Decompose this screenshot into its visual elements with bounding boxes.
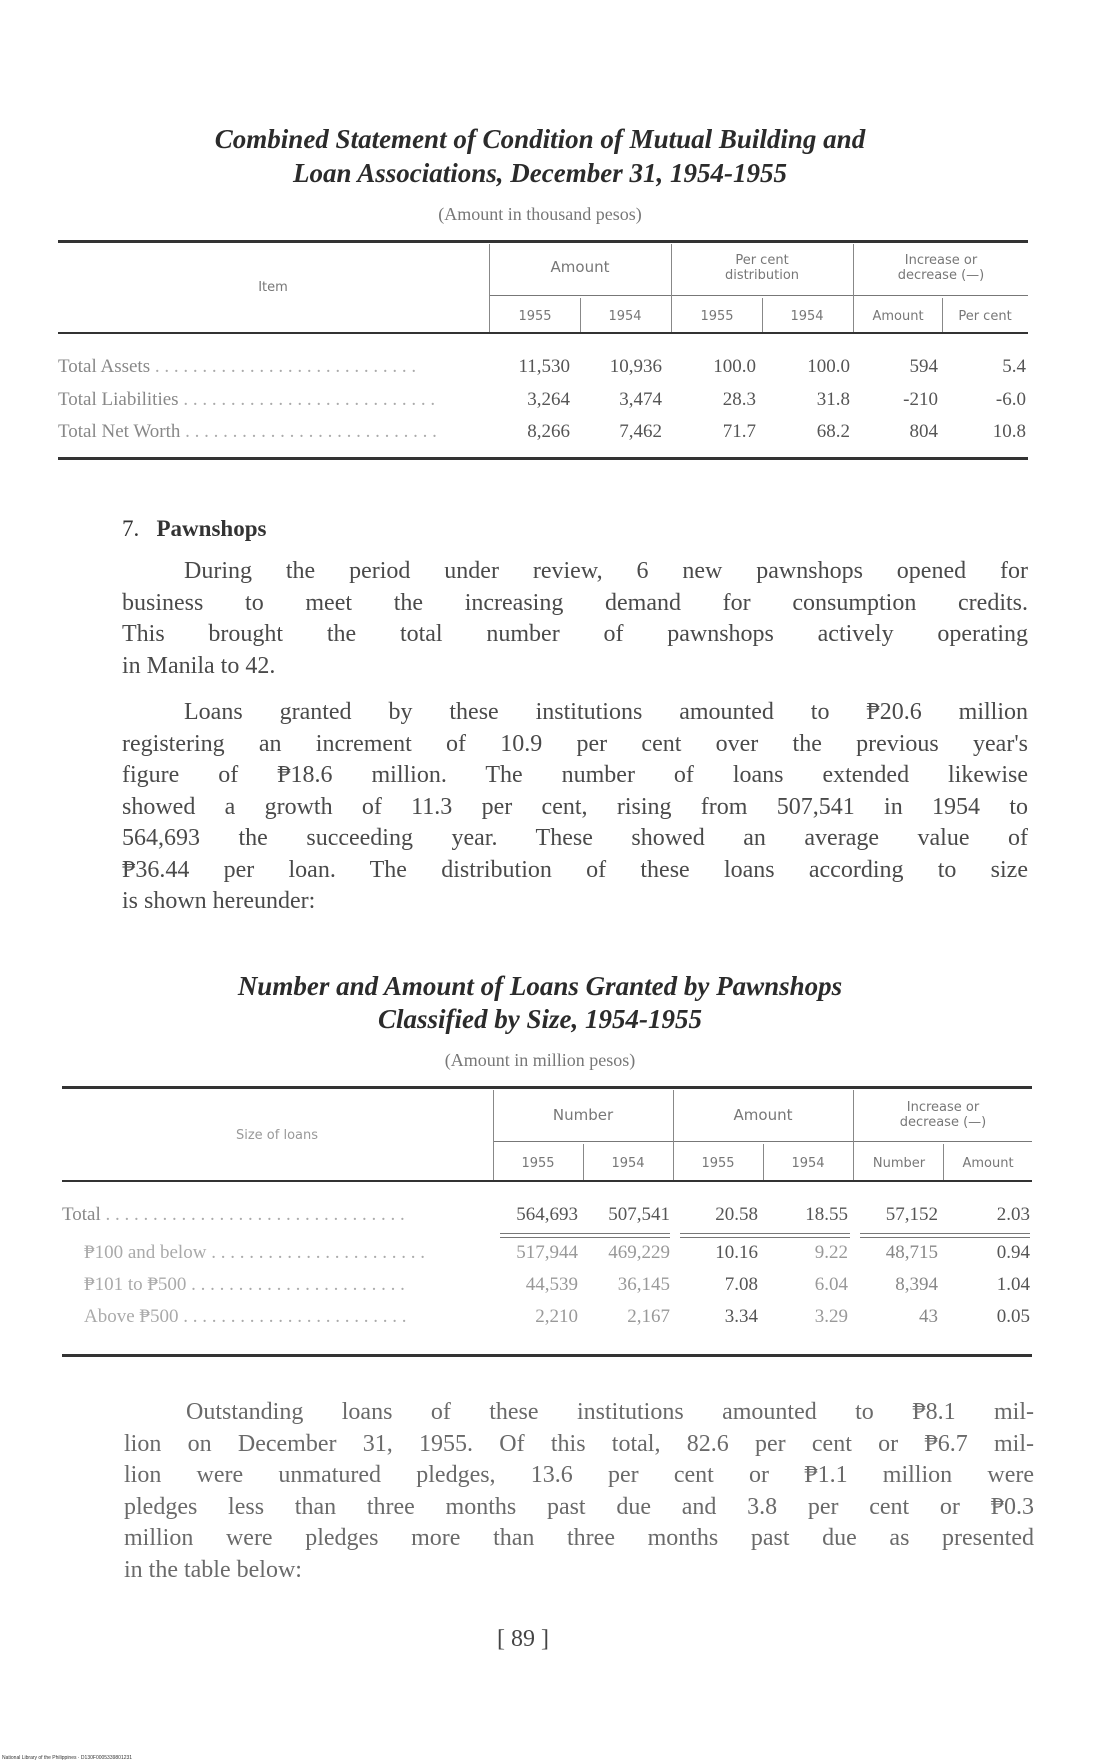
table1-header-item: Item <box>258 280 288 295</box>
table1-bottom-rule <box>58 457 1028 460</box>
table1-header-amount: Amount <box>550 258 610 276</box>
table2-vsep-2 <box>673 1090 674 1180</box>
table1-cell: 10.8 <box>992 421 1026 442</box>
para3-line: Outstanding loans of these institutions amounted to ₱8.1 mil- <box>186 1399 1034 1425</box>
table2-cell: 8,394 <box>895 1274 938 1295</box>
para1-line: This brought the total number of pawnshops actively operating <box>122 621 1028 647</box>
table2-title-line2: Classified by Size, 1954-1955 <box>378 1004 702 1034</box>
table1-header-p1955: 1955 <box>700 309 734 324</box>
table2-header-amount: Amount <box>733 1106 793 1124</box>
table2-header-increase-1: Increase or <box>906 1100 980 1115</box>
table1-cell: 804 <box>909 421 938 442</box>
table1-cell: 100.0 <box>713 356 756 377</box>
para2-line: registering an increment of 10.9 per cent over the previous year's <box>122 730 1028 757</box>
table2-header-n1954: 1954 <box>611 1156 645 1171</box>
table2-cell: 6.04 <box>814 1274 848 1295</box>
table1-cell: 71.7 <box>722 421 756 442</box>
para1-line: During the period under review, 6 new pawnshops opened for <box>184 558 1028 584</box>
table2-header-increase-2: decrease (—) <box>899 1115 987 1130</box>
table2-cell: 44,539 <box>525 1274 578 1295</box>
table2-cell: 2.03 <box>996 1204 1030 1225</box>
table1-header-a1955: 1955 <box>518 309 552 324</box>
para3-line: million were pledges more than three months past due as presented <box>124 1525 1034 1551</box>
table2-cell: 7.08 <box>724 1274 758 1295</box>
table2-total-underline <box>860 1237 1030 1238</box>
table2-cell: 1.04 <box>996 1274 1030 1295</box>
table1-header-rule <box>58 332 1028 334</box>
table2-header-size: Size of loans <box>235 1128 319 1143</box>
section-title: Pawnshops <box>156 516 267 541</box>
table1-cell: 3,264 <box>527 389 570 410</box>
table1-cell: 3,474 <box>619 389 662 410</box>
para3-line: lion were unmatured pledges, 13.6 per cent or ₱1.1 million were <box>124 1462 1034 1488</box>
table2-total-underline <box>500 1233 670 1234</box>
table2-header-rule <box>62 1180 1032 1182</box>
table2-unit-note: (Amount in million pesos) <box>444 1050 636 1070</box>
table2-cell: 0.94 <box>996 1242 1030 1263</box>
table2-cell: 9.22 <box>814 1242 848 1263</box>
table2-row-size: Above ₱500 <box>84 1306 179 1327</box>
table1-header-a1954: 1954 <box>608 309 642 324</box>
table1-cell: -210 <box>903 389 938 410</box>
table2-total-underline <box>680 1233 850 1234</box>
table1-cell: 7,462 <box>619 421 662 442</box>
table1-cell: 11,530 <box>518 356 570 377</box>
table2-cell: 36,145 <box>617 1274 670 1295</box>
table1-vsep-4 <box>580 298 581 332</box>
para3-line: lion on December 31, 1955. Of this total, 82.6 per cent or ₱6.7 mil- <box>124 1430 1034 1457</box>
table1-cell: 68.2 <box>816 421 850 442</box>
table2-vsep-1 <box>493 1090 494 1180</box>
para2-line: Loans granted by these institutions amounted to ₱20.6 million <box>184 699 1028 725</box>
table2-total-underline <box>500 1237 670 1238</box>
table2-vsep-5 <box>763 1144 764 1180</box>
table2-vsep-3 <box>853 1090 854 1180</box>
table1-vsep-3 <box>853 244 854 332</box>
table2-cell: 469,229 <box>608 1242 670 1263</box>
para3-line: pledges less than three months past due and 3.8 per cent or ₱0.3 <box>124 1493 1034 1520</box>
table1-subheader-rule <box>490 295 1028 296</box>
table1-vsep-2 <box>671 244 672 332</box>
para2-line: 564,693 the succeeding year. These showed an average value of <box>122 825 1028 851</box>
section-heading <box>122 516 266 542</box>
table1-unit-note: (Amount in thousand pesos) <box>438 204 642 224</box>
table1-vsep-1 <box>489 244 490 332</box>
table2-cell: 48,715 <box>885 1242 938 1263</box>
table2-subheader-rule <box>494 1141 1032 1142</box>
table2-cell: 18.55 <box>805 1204 848 1225</box>
paragraph-3 <box>124 1397 1034 1586</box>
para2-line: figure of ₱18.6 million. The number of loans extended likewise <box>122 762 1028 788</box>
table2-cell: 0.05 <box>996 1306 1030 1327</box>
table1-cell: 594 <box>909 356 938 377</box>
table2-cell: 3.29 <box>814 1306 848 1327</box>
table2-header-a1954: 1954 <box>791 1156 825 1171</box>
table2-cell: 517,944 <box>516 1242 578 1263</box>
table2-header-inc-number: Number <box>872 1156 926 1171</box>
table2-cell: 564,693 <box>516 1204 578 1225</box>
table2-header-number: Number <box>552 1106 614 1124</box>
table1-header-inc-percent: Per cent <box>958 309 1012 324</box>
table1-header-percent-2: distribution <box>724 268 800 283</box>
table1-cell: 5.4 <box>1002 356 1026 377</box>
table1-header-inc-amount: Amount <box>872 309 924 324</box>
table2-total-underline <box>860 1233 1030 1234</box>
table1-header-percent-1: Per cent <box>735 253 789 268</box>
table2-row-size: ₱100 and below <box>84 1242 207 1263</box>
table1-row-item: Total Net Worth <box>58 421 181 442</box>
table1-cell: -6.0 <box>995 389 1026 410</box>
para3-line: in the table below: <box>124 1556 302 1583</box>
table1-header-increase-1: Increase or <box>904 253 978 268</box>
table2-bottom-rule <box>62 1354 1032 1357</box>
para1-line: business to meet the increasing demand for consumption credits. <box>122 589 1028 616</box>
table2-cell: 20.58 <box>715 1204 758 1225</box>
table1-top-rule <box>58 240 1028 243</box>
table1-vsep-5 <box>762 298 763 332</box>
table1-row-item: Total Assets <box>58 356 151 377</box>
table1-cell: 8,266 <box>527 421 570 442</box>
table2-cell: 3.34 <box>724 1306 758 1327</box>
footer-source: National Library of the Philippines · D130F0005339801231 <box>2 1755 133 1761</box>
table2-top-rule <box>62 1086 1032 1089</box>
section-number: 7. <box>122 516 140 541</box>
table1-cell: 100.0 <box>807 356 850 377</box>
table2-cell: 43 <box>919 1306 938 1327</box>
table2-total-underline <box>680 1237 850 1238</box>
table2-header-a1955: 1955 <box>701 1156 735 1171</box>
paragraph-1 <box>122 556 1028 682</box>
table2-cell: 2,167 <box>627 1306 670 1327</box>
table1-header-increase-2: decrease (—) <box>897 268 985 283</box>
table2-row-size: ₱101 to ₱500 <box>84 1274 187 1295</box>
table2-cell: 57,152 <box>885 1204 938 1225</box>
table2-header-n1955: 1955 <box>521 1156 555 1171</box>
table2-vsep-6 <box>943 1144 944 1180</box>
para2-line: ₱36.44 per loan. The distribution of these loans according to size <box>122 856 1028 883</box>
table1-row-item: Total Liabilities <box>58 389 179 410</box>
para1-line: in Manila to 42. <box>122 652 276 679</box>
table1-header-p1954: 1954 <box>790 309 824 324</box>
table1-title-line2: Loan Associations, December 31, 1954-1955 <box>293 158 787 188</box>
table1-title-line1: Combined Statement of Condition of Mutual Building and <box>214 124 866 154</box>
table2-cell: 507,541 <box>608 1204 670 1225</box>
table2-cell: 10.16 <box>715 1242 758 1263</box>
table2-vsep-4 <box>583 1144 584 1180</box>
paragraph-2 <box>122 697 1028 918</box>
table2-header-inc-amount: Amount <box>962 1156 1014 1171</box>
table1-cell: 28.3 <box>722 389 756 410</box>
table1-cell: 31.8 <box>816 389 850 410</box>
table2-cell: 2,210 <box>535 1306 578 1327</box>
para2-line: showed a growth of 11.3 per cent, rising from 507,541 in 1954 to <box>122 793 1028 820</box>
table1-vsep-6 <box>942 298 943 332</box>
page-number: [ 89 ] <box>497 1626 549 1652</box>
para2-line: is shown hereunder: <box>122 888 316 914</box>
table2-title-line1: Number and Amount of Loans Granted by Pawnshops <box>237 971 843 1001</box>
table2-row-size: Total <box>62 1204 101 1225</box>
table1-cell: 10,936 <box>609 356 662 377</box>
